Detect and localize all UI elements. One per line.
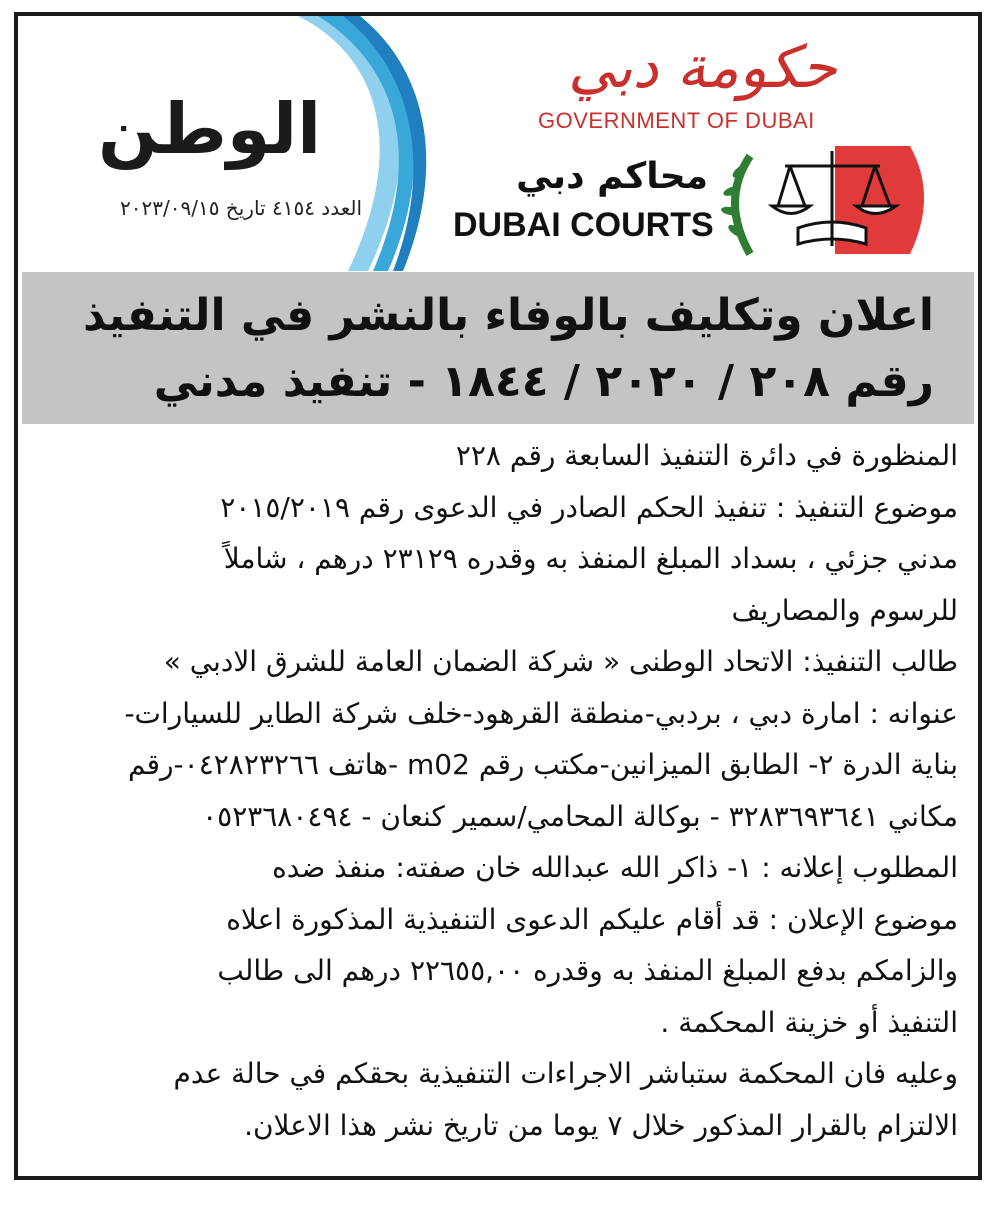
government-logo-arabic: حكومة دبي [568,33,837,101]
notice-title: اعلان وتكليف بالوفاء بالنشر في التنفيذ [82,290,934,341]
newspaper-logo: الوطن [98,88,322,170]
scales-of-justice-icon [710,136,940,266]
body-line: عنوانه : امارة دبي ، بردبي-منطقة القرهود-خلف شركة الطاير للسيارات- [124,696,958,730]
issue-date-line: العدد ٤١٥٤ تاريخ ٢٠٢٣/٠٩/١٥ [120,196,362,220]
body-line: المطلوب إعلانه : ١- ذاكر الله عبدالله خان صفته: منفذ ضده [272,851,958,884]
body-line: الالتزام بالقرار المذكور خلال ٧ يوما من تاريخ نشر هذا الاعلان. [244,1108,958,1142]
dubai-courts-arabic: محاكم دبي [516,156,708,197]
dubai-courts-english: DUBAI COURTS [453,206,714,244]
notice-body [38,430,958,1151]
body-line: طالب التنفيذ: الاتحاد الوطنى « شركة الضمان العامة للشرق الادبي » [163,645,958,678]
body-line: مكاني ٣٢٨٣٦٩٣٦٤١ - بوكالة المحامي/سمير كنعان - ٠٥٢٣٦٨٠٤٩٤ [202,799,958,833]
body-line: المنظورة في دائرة التنفيذ السابعة رقم ٢٢٨ [455,439,958,472]
body-line: موضوع التنفيذ : تنفيذ الحكم الصادر في الدعوى رقم ٢٠١٥/٢٠١٩ [220,490,958,524]
body-line: للرسوم والمصاريف [731,593,958,627]
notice-frame [14,12,982,1180]
body-line: بناية الدرة ٢- الطابق الميزانين-مكتب رقم m02 -هاتف ٠٤٢٨٢٣٢٦٦-رقم [128,748,958,781]
body-line: وعليه فان المحكمة ستباشر الاجراءات التنفيذية بحقكم في حالة عدم [173,1057,958,1090]
case-number-title: رقم ٢٠٨ / ٢٠٢٠ / ١٨٤٤ - تنفيذ مدني [153,356,934,407]
body-line: موضوع الإعلان : قد أقام عليكم الدعوى التنفيذية المذكورة اعلاه [226,902,958,936]
government-logo-english: GOVERNMENT OF DUBAI [538,108,815,133]
title-band [22,272,974,424]
body-line: مدني جزئي ، بسداد المبلغ المنفذ به وقدره ٢٣١٢٩ درهم ، شاملاً [223,542,958,575]
notice-header [18,16,978,271]
body-line: والزامكم بدفع المبلغ المنفذ به وقدره ٢٢٦٥٥,٠٠ درهم الى طالب [217,954,958,987]
body-line: التنفيذ أو خزينة المحكمة . [660,1005,958,1039]
